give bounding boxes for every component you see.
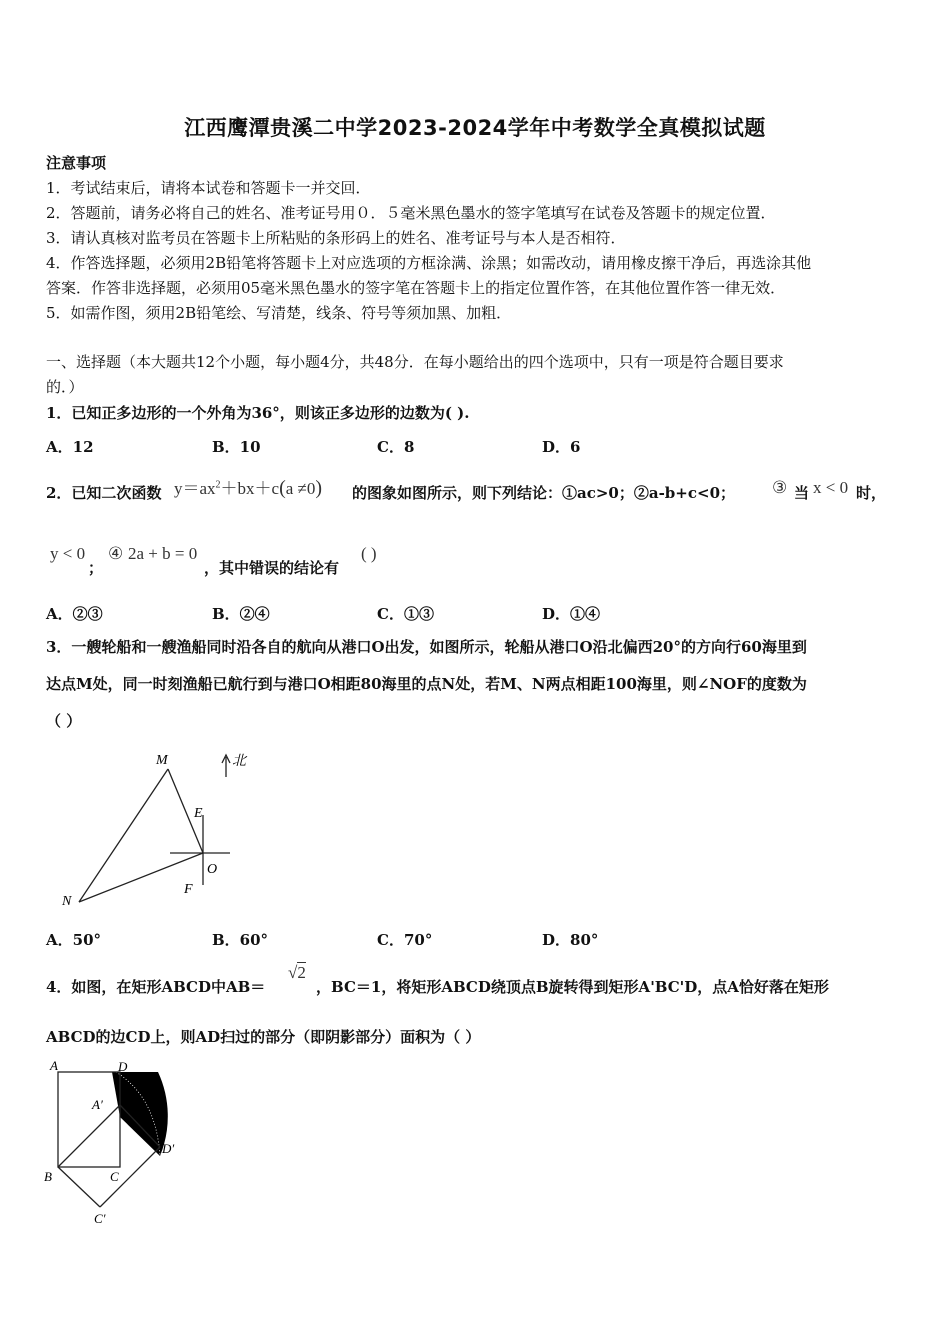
question-2-prefix: 2．已知二次函数 [46, 484, 162, 502]
q4-sqrt: √2 [288, 963, 306, 982]
q1-option-c: C．8 [377, 438, 415, 456]
label-f: F [184, 882, 193, 897]
label-m: M [156, 753, 168, 768]
section-heading-cont: 的．） [46, 378, 84, 396]
q2-x-lt-0: x < 0 [813, 478, 849, 497]
q1-option-b: B．10 [212, 438, 261, 456]
question-3-line1: 3．一艘轮船和一艘渔船同时沿各自的航向从港口O出发，如图所示，轮船从港口O沿北偏西20°的方向行60海里到 [46, 638, 807, 656]
q3-option-c: C．70° [377, 931, 433, 949]
q2-tail: ，其中错误的结论有 [204, 559, 340, 577]
q2-formula-sq: 2 [215, 479, 221, 491]
q2-semicolon: ； [88, 559, 104, 577]
question-2-mid: 的图象如图所示，则下列结论：①ac>0；②a-b+c<0； [352, 484, 735, 502]
q1-option-a: A．12 [46, 438, 94, 456]
q2-formula-cond: a ≠0 [285, 479, 316, 498]
label-d-prime: D′ [162, 1141, 175, 1156]
segment-c1d1 [100, 1147, 160, 1207]
label-b: B [44, 1169, 52, 1184]
q2-formula-y: y [174, 479, 183, 498]
q2-circle-4: ④ [108, 544, 124, 563]
q2-formula-rest: ＋bx＋c [220, 479, 280, 498]
q3-option-a: A．50° [46, 931, 102, 949]
segment-ba1 [58, 1105, 120, 1167]
q3-option-d: D．80° [542, 931, 599, 949]
q2-paren: ( ) [361, 544, 377, 563]
q2-formula: $y=ax^2+bx+c(a \ne 0)$ [174, 477, 323, 499]
label-d: D [118, 1059, 128, 1074]
q2-dang: 当 [794, 484, 810, 502]
label-north: 北 [232, 753, 246, 769]
question-1-stem: 1．已知正多边形的一个外角为36°，则该正多边形的边数为( ). [46, 404, 470, 422]
question-4-prefix: 4．如图，在矩形ABCD中AB＝ [46, 978, 266, 996]
q2-expr-4: 2a + b = 0 [128, 544, 198, 563]
q2-option-d: D．①④ [542, 605, 601, 623]
q2-option-a: A．②③ [46, 605, 103, 623]
label-e: E [194, 806, 203, 821]
segment-mn [79, 769, 168, 902]
label-c-prime: C′ [94, 1211, 106, 1226]
q1-option-d: D．6 [542, 438, 581, 456]
q3-figure [50, 745, 260, 915]
question-4-line2: ABCD的边CD上，则AD扫过的部分（即阴影部分）面积为（ ） [46, 1028, 481, 1046]
notice-item: 5．如需作图，须用2B铅笔绘、写清楚，线条、符号等须加黑、加粗． [46, 304, 512, 322]
label-c: C [110, 1169, 119, 1184]
notice-item: 4．作答选择题，必须用2B铅笔将答题卡上对应选项的方框涂满、涂黑；如需改动，请用橡皮擦干净后，再选涂其他 [46, 254, 812, 272]
q2-circle-3: ③ [772, 478, 788, 497]
rect-abcd [58, 1072, 120, 1167]
q4-sqrt-arg: 2 [297, 963, 306, 982]
section-heading: 一、选择题（本大题共12个小题，每小题4分，共48分．在每小题给出的四个选项中，只有一项是符合题目要求 [46, 353, 784, 371]
q2-option-b: B．②④ [212, 605, 270, 623]
segment-bc1 [58, 1167, 100, 1207]
label-a-prime: A′ [92, 1097, 103, 1112]
q2-formula-eq: ＝ax [182, 479, 216, 498]
notice-item: 3．请认真核对监考员在答题卡上所粘贴的条形码上的姓名、准考证号与本人是否相符． [46, 229, 626, 247]
label-a: A [50, 1058, 58, 1073]
q2-option-c: C．①③ [377, 605, 434, 623]
q2-shi: 时， [856, 484, 887, 502]
label-n: N [62, 894, 72, 909]
label-o: O [207, 862, 218, 877]
notice-item: 1．考试结束后，请将本试卷和答题卡一并交回． [46, 179, 371, 197]
question-4-rest: ，BC＝1，将矩形ABCD绕顶点B旋转得到矩形A'BC'D，点A恰好落在矩形 [316, 978, 829, 996]
page-title: 江西鹰潭贵溪二中学2023-2024学年中考数学全真模拟试题 [184, 116, 766, 140]
question-3-line3: （ ） [46, 712, 82, 730]
question-3-line2: 达点M处，同一时刻渔船已航行到与港口O相距80海里的点N处，若M、N两点相距100海里，则∠NOF的度数为 [46, 675, 807, 693]
notice-item: 答案．作答非选择题，必须用05毫米黑色墨水的签字笔在答题卡上的指定位置作答，在其他位置作答一律无效． [46, 279, 786, 297]
q3-option-b: B．60° [212, 931, 269, 949]
notice-item: 2．答题前，请务必将自己的姓名、准考证号用０．５毫米黑色墨水的签字笔填写在试卷及答题卡的规定位置． [46, 204, 776, 222]
notice-heading: 注意事项 [46, 154, 107, 172]
q4-figure [40, 1057, 190, 1227]
q2-y-lt-0: y < 0 [50, 544, 86, 563]
